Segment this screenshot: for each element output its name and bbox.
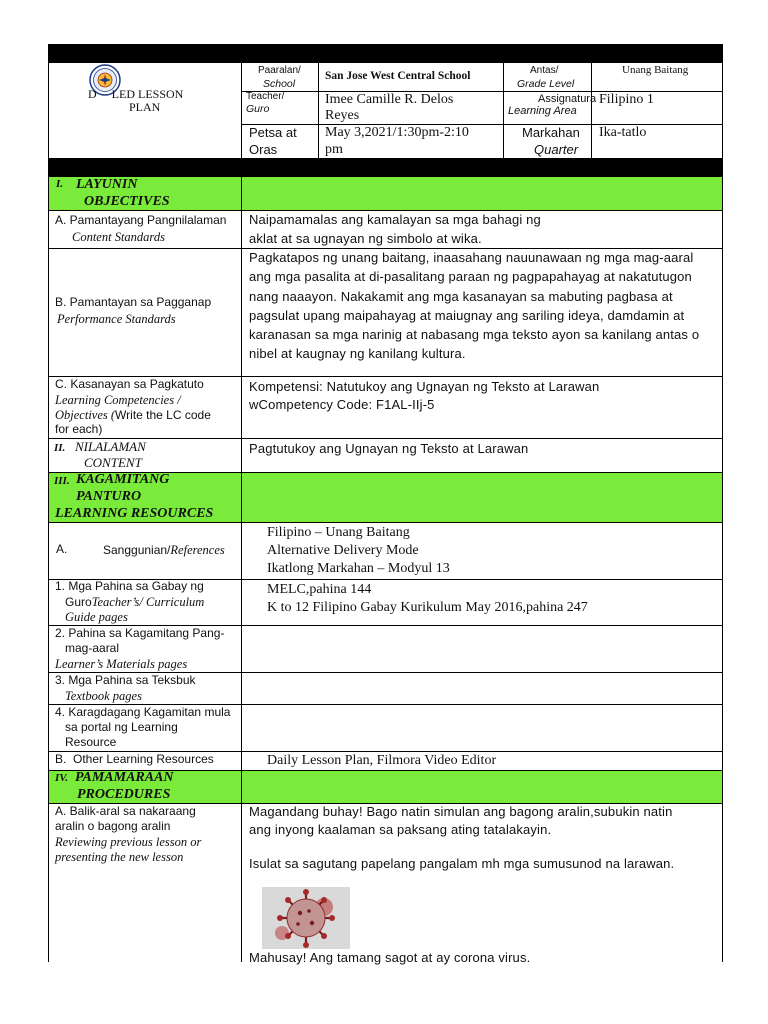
date-label-2: Oras [249,142,278,157]
other-resources-label: B. Other Learning Resources [55,752,214,766]
textbook-label-en: Textbook pages [65,689,142,703]
teacher-value-2: Reyes [325,108,360,123]
row-line-3 [48,248,723,249]
references-label-en: References [170,543,225,557]
lc-line-2: wCompetency Code: F1AL-IIj-5 [249,397,435,412]
header-title-line2: PLAN [129,100,161,114]
lc-label-en-2a: Objectives ( [55,408,116,422]
coronavirus-image [262,887,350,949]
performance-line-4: pagsulat upang maipahayag at maiugnay ang sariling ideya, damdamin at [249,308,685,323]
date-value-2: pm [325,142,343,157]
textbook-label-1: 3. Mga Pahina sa Teksbuk [55,673,196,687]
objectives-title-en: OBJECTIVES [84,194,170,209]
objectives-title: LAYUNIN [76,177,138,192]
quarter-value: Ika-tatlo [599,125,647,140]
procedures-number: IV. [55,772,68,784]
review-label-1: A. Balik-aral sa nakaraang [55,804,196,818]
teacher-value-1: Imee Camille R. Delos [325,92,454,107]
lc-label-en-2 [55,408,211,423]
performance-standards-label-en: Performance Standards [57,312,176,326]
lc-label: C. Kasanayan sa Pagkatuto [55,377,204,391]
content-standards-line-1: Naipamamalas ang kamalayan sa mga bahagi ng [249,212,541,227]
area-label: Assignatura [538,93,597,105]
coronavirus-icon [262,887,350,949]
header-separator-bar [48,158,723,176]
performance-standards-label: B. Pamantayan sa Pagganap [55,295,212,309]
content-title-en: CONTENT [84,455,142,470]
resources-title-en: LEARNING RESOURCES [55,506,214,521]
teacher-guide-label-2b: Teacher’s/ Curriculum [91,595,205,609]
objectives-header-right [242,177,722,210]
header-title-line1: D LED LESSON [88,87,184,101]
review-line-1: Magandang buhay! Bago natin simulan ang bagong aralin,subukin natin [249,804,673,819]
lc-label-en-2b: Write the LC code [115,408,211,422]
reference-line-1: Filipino – Unang Baitang [267,525,410,540]
content-standards-line-2: aklat at sa ugnayan ng simbolo at wika. [249,231,482,246]
teacher-guide-label-2 [65,595,204,610]
additional-materials-label-3: Resource [65,735,117,749]
resources-number: III. [54,475,70,487]
procedures-title-en: PROCEDURES [77,787,171,802]
teacher-label: Teacher/ [246,91,285,102]
reference-line-2: Alternative Delivery Mode [267,543,419,558]
content-title: NILALAMAN [75,439,146,454]
row-line-2 [48,210,723,211]
references-label [103,543,225,558]
objectives-number: I. [56,178,64,190]
school-label-en: School [263,78,296,90]
header-top-line [48,62,723,63]
review-label-2: aralin o bagong aralin [55,819,171,833]
performance-line-2: ang mga pasalita at di-pasalitang paraan ng pagpapahayag at nakatutugon [249,269,692,284]
procedures-title: PAMAMARAAN [75,770,174,785]
grade-value: Unang Baitang [622,64,689,76]
review-label-en-2: presenting the new lesson [55,850,184,864]
teacher-guide-line-1: MELC,pahina 144 [267,582,372,597]
quarter-label: Markahan [522,125,580,140]
performance-line-3: nang naaayon. Nakakamit ang mga kasanayan sa mabuting pagbasa at [249,289,673,304]
review-line-3: Isulat sa sagutang papelang pangalam mh mga sumusunod na larawan. [249,856,675,871]
learner-materials-label-en: Learner’s Materials pages [55,657,188,671]
table-right-border [722,44,723,962]
school-value: San Jose West Central School [325,70,471,82]
resources-header-right [242,473,722,522]
content-standards-label: A. Pamantayang Pangnilalaman [55,213,227,227]
teacher-guide-label-3: Guide pages [65,610,128,624]
reference-line-3: Ikatlong Markahan – Modyul 13 [267,561,450,576]
other-resources-value: Daily Lesson Plan, Filmora Video Editor [267,753,497,768]
teacher-label-en: Guro [246,103,270,115]
area-label-en: Learning Area [508,105,577,117]
date-label-1: Petsa at [249,125,297,140]
learner-materials-label-1: 2. Pahina sa Kagamitang Pang- [55,626,225,640]
grade-label: Antas/ [530,65,559,76]
top-black-bar [48,44,723,63]
content-value: Pagtutukoy ang Ugnayan ng Teksto at Larawan [249,441,529,456]
school-label: Paaralan/ [258,65,301,76]
teacher-guide-label-1: 1. Mga Pahina sa Gabay ng [55,579,204,593]
review-line-2: ang inyong kaalaman sa paksang ating tatalakayin. [249,822,552,837]
area-value: Filipino 1 [599,92,654,107]
quarter-label-en: Quarter [534,142,579,157]
references-label-fil: Sanggunian/ [103,543,171,557]
resources-title: KAGAMITANG [76,472,170,487]
review-line-4: Mahusay! Ang tamang sagot at ay corona virus. [249,950,531,965]
lc-label-en-1: Learning Competencies / [55,393,181,407]
body-column-divider [241,176,242,962]
performance-line-6: nibel at kaugnay ng kanilang kultura. [249,346,466,361]
procedures-header-right [242,771,722,803]
teacher-guide-line-2: K to 12 Filipino Gabay Kurikulum May 2016,pahina 247 [267,600,588,615]
header-row2-line [241,124,723,125]
row-line-7 [48,522,723,523]
teacher-guide-label-2a: Guro [65,595,92,609]
additional-materials-label-2: sa portal ng Learning [65,720,178,734]
review-label-en-1: Reviewing previous lesson or [55,835,202,849]
header-col3-line [503,62,504,158]
performance-line-1: Pagkatapos ng unang baitang, inaasahang nauunawaan ng mga mag-aaral [249,250,694,265]
learner-materials-label-2: mag-aaral [65,641,120,655]
resources-title-2: PANTURO [76,489,142,504]
performance-line-5: karanasan sa mga narinig at nabasang mga teksto ayon sa kanilang antas o [249,327,700,342]
row-line-1 [48,176,723,177]
content-standards-label-en: Content Standards [72,230,165,244]
grade-label-en: Grade Level [517,78,575,90]
content-number: II. [54,442,66,454]
header-col1-line [241,62,242,158]
lc-line-1: Kompetensi: Natutukoy ang Ugnayan ng Teksto at Larawan [249,379,600,394]
lc-label-en-3: for each) [55,422,103,436]
row-line-5 [48,438,723,439]
references-label-num: A. [56,542,68,556]
additional-materials-label-1: 4. Karagdagang Kagamitan mula [55,705,231,719]
date-value-1: May 3,2021/1:30pm-2:10 [325,125,469,140]
header-col4-line [591,62,592,158]
header-col2-line [318,62,319,158]
